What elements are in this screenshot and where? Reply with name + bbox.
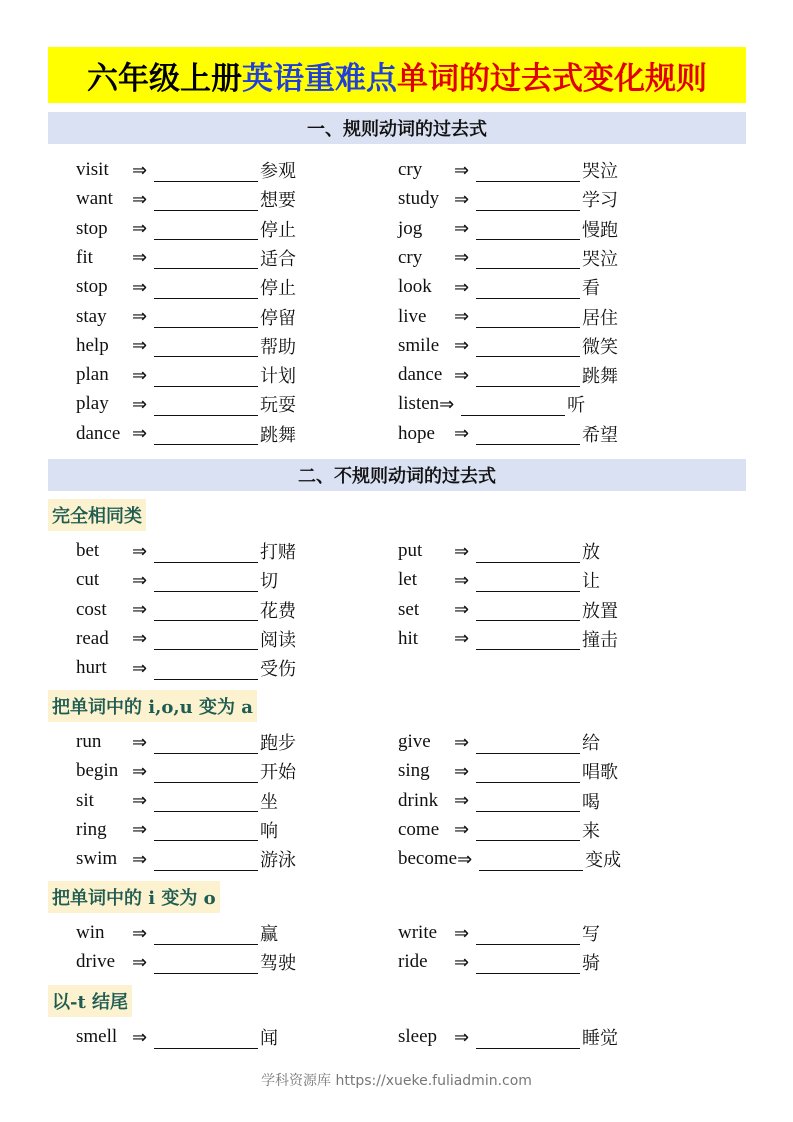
arrow-icon: ⇒ — [132, 731, 148, 753]
arrow-icon: ⇒ — [454, 218, 470, 240]
answer-blank[interactable] — [476, 188, 580, 211]
english-word: play — [76, 393, 109, 415]
word-row — [398, 788, 600, 814]
answer-blank[interactable] — [476, 922, 580, 945]
answer-blank[interactable] — [154, 731, 258, 754]
arrow-icon: ⇒ — [132, 218, 148, 240]
answer-blank[interactable] — [154, 760, 258, 783]
chinese-meaning: 打赌 — [260, 542, 296, 563]
answer-blank[interactable] — [476, 598, 580, 621]
category-label-same: 完全相同类 — [48, 499, 146, 531]
arrow-icon: ⇒ — [454, 247, 470, 269]
arrow-icon: ⇒ — [132, 628, 148, 650]
english-word: come — [398, 818, 440, 840]
word-row — [398, 817, 600, 843]
english-word: want — [76, 188, 113, 210]
word-row — [398, 920, 600, 946]
chinese-meaning: 撞击 — [582, 629, 618, 651]
english-word: plan — [76, 364, 109, 386]
answer-blank[interactable] — [154, 848, 258, 871]
word-row — [398, 1024, 618, 1050]
footer-watermark: 学科资源库 https://xueke.fuliadmin.com — [261, 1073, 532, 1089]
english-word: hope — [398, 422, 435, 444]
english-word: let — [398, 569, 417, 591]
word-row — [76, 655, 296, 681]
word-row — [398, 846, 621, 872]
answer-blank[interactable] — [154, 188, 258, 211]
word-row — [76, 333, 296, 359]
answer-blank[interactable] — [154, 1026, 258, 1049]
answer-blank[interactable] — [154, 818, 258, 841]
word-row — [76, 626, 296, 652]
english-word: dance — [398, 364, 443, 386]
word-row — [76, 949, 296, 975]
category-label-ending-t: 以-t 结尾 — [48, 985, 132, 1017]
word-row — [398, 362, 618, 388]
english-word: cry — [398, 159, 423, 180]
word-row — [398, 421, 618, 447]
word-row — [398, 216, 618, 242]
word-row — [76, 538, 296, 564]
category-label-i-to-o: 把单词中的 i 变为 o — [48, 881, 220, 913]
word-row — [398, 333, 618, 359]
english-word: stop — [76, 276, 108, 298]
word-row — [76, 920, 278, 946]
word-row — [398, 626, 618, 652]
word-row — [398, 391, 585, 417]
word-row — [76, 817, 278, 843]
chinese-meaning: 适合 — [260, 248, 296, 270]
arrow-icon: ⇒ — [132, 599, 148, 621]
chinese-meaning: 坐 — [260, 791, 278, 813]
arrow-icon: ⇒ — [132, 922, 148, 944]
answer-blank[interactable] — [476, 217, 580, 240]
word-row — [398, 186, 618, 212]
answer-blank[interactable] — [476, 159, 580, 182]
english-word: help — [76, 334, 109, 356]
answer-blank[interactable] — [154, 305, 258, 328]
chinese-meaning: 跑步 — [260, 733, 296, 754]
arrow-icon: ⇒ — [132, 393, 148, 415]
arrow-icon: ⇒ — [454, 423, 470, 445]
word-row — [76, 421, 296, 447]
title-part1: 六年级上册 — [87, 60, 242, 97]
english-word: drink — [398, 789, 439, 811]
arrow-icon: ⇒ — [132, 159, 148, 181]
chinese-meaning: 变成 — [585, 850, 622, 872]
chinese-meaning: 放 — [582, 542, 600, 563]
chinese-meaning: 写 — [582, 924, 600, 945]
chinese-meaning: 停止 — [260, 278, 296, 300]
chinese-meaning: 骑 — [582, 953, 600, 975]
chinese-meaning: 切 — [260, 571, 278, 593]
word-row — [76, 304, 296, 330]
answer-blank[interactable] — [461, 393, 565, 416]
answer-blank[interactable] — [476, 569, 580, 592]
english-word: ring — [76, 818, 107, 840]
answer-blank[interactable] — [476, 364, 580, 387]
arrow-icon: ⇒ — [454, 364, 470, 386]
arrow-icon: ⇒ — [132, 657, 148, 679]
page-title — [48, 47, 746, 103]
answer-blank[interactable] — [476, 951, 580, 974]
word-row — [76, 391, 296, 417]
arrow-icon: ⇒ — [132, 569, 148, 591]
arrow-icon: ⇒ — [454, 628, 470, 650]
answer-blank[interactable] — [154, 364, 258, 387]
chinese-meaning: 唱歌 — [582, 762, 618, 784]
english-word: visit — [76, 159, 109, 180]
chinese-meaning: 停止 — [260, 219, 296, 241]
chinese-meaning: 想要 — [260, 190, 296, 212]
english-word: set — [398, 598, 420, 620]
word-row — [76, 846, 296, 872]
chinese-meaning: 哭泣 — [582, 248, 618, 270]
answer-blank[interactable] — [154, 393, 258, 416]
chinese-meaning: 居住 — [582, 307, 618, 329]
english-word: cost — [76, 598, 107, 620]
english-word: sing — [398, 760, 430, 782]
word-row — [76, 362, 296, 388]
word-row — [76, 245, 296, 271]
english-word: cut — [76, 569, 100, 591]
arrow-icon: ⇒ — [454, 188, 470, 210]
answer-blank[interactable] — [476, 1026, 580, 1049]
english-word: put — [398, 540, 423, 561]
chinese-meaning: 阅读 — [260, 629, 296, 651]
word-row — [76, 157, 296, 183]
arrow-icon: ⇒ — [132, 247, 148, 269]
chinese-meaning: 停留 — [260, 307, 296, 329]
chinese-meaning: 花费 — [260, 600, 296, 622]
english-word: smell — [76, 1026, 118, 1047]
english-word: fit — [76, 246, 93, 268]
word-row — [398, 245, 618, 271]
english-word: win — [76, 922, 105, 943]
chinese-meaning: 来 — [582, 820, 600, 842]
answer-blank[interactable] — [476, 246, 580, 269]
chinese-meaning: 跳舞 — [582, 366, 618, 388]
arrow-icon: ⇒ — [454, 306, 470, 327]
word-row — [398, 304, 618, 330]
answer-blank[interactable] — [479, 848, 583, 871]
chinese-meaning: 睡觉 — [582, 1028, 618, 1049]
chinese-meaning: 受伤 — [260, 659, 296, 681]
english-word: become — [398, 848, 458, 870]
english-word: sit — [76, 789, 94, 811]
chinese-meaning: 放置 — [582, 600, 618, 622]
english-word: dance — [76, 422, 121, 444]
arrow-icon: ⇒ — [454, 540, 470, 562]
chinese-meaning: 看 — [582, 278, 600, 300]
word-row — [76, 729, 296, 755]
answer-blank[interactable] — [476, 789, 580, 812]
answer-blank[interactable] — [476, 334, 580, 357]
english-word: give — [398, 731, 431, 752]
answer-blank[interactable] — [154, 334, 258, 357]
answer-blank[interactable] — [154, 540, 258, 563]
chinese-meaning: 赢 — [260, 924, 278, 945]
arrow-icon: ⇒ — [454, 159, 470, 181]
english-word: ride — [398, 951, 428, 973]
arrow-icon: ⇒ — [132, 760, 148, 782]
arrow-icon: ⇒ — [454, 569, 470, 591]
category-label-iou-to-a: 把单词中的 i,o,u 变为 a — [48, 690, 257, 722]
arrow-icon: ⇒ — [454, 1026, 470, 1048]
arrow-icon: ⇒ — [454, 790, 470, 812]
english-word: begin — [76, 760, 119, 782]
answer-blank[interactable] — [154, 627, 258, 650]
title-part3: 单词的过去式变化规则 — [397, 60, 707, 97]
arrow-icon: ⇒ — [132, 188, 148, 210]
word-row — [398, 949, 600, 975]
arrow-icon: ⇒ — [454, 922, 470, 944]
arrow-icon: ⇒ — [132, 423, 148, 445]
chinese-meaning: 跳舞 — [260, 424, 296, 446]
arrow-icon: ⇒ — [132, 540, 148, 562]
arrow-icon: ⇒ — [457, 848, 473, 870]
answer-blank[interactable] — [154, 922, 258, 945]
word-row — [398, 274, 600, 300]
arrow-icon: ⇒ — [132, 819, 148, 841]
word-row — [76, 274, 296, 300]
word-row — [398, 758, 618, 784]
chinese-meaning: 参观 — [260, 161, 296, 182]
arrow-icon: ⇒ — [132, 276, 148, 298]
word-row — [76, 758, 296, 784]
word-row — [398, 567, 600, 593]
answer-blank[interactable] — [154, 598, 258, 621]
english-word: write — [398, 922, 438, 943]
answer-blank[interactable] — [154, 657, 258, 680]
word-row — [398, 157, 618, 183]
english-word: bet — [76, 540, 100, 561]
arrow-icon: ⇒ — [454, 760, 470, 782]
english-word: look — [398, 276, 432, 298]
english-word: stay — [76, 305, 107, 327]
answer-blank[interactable] — [154, 217, 258, 240]
answer-blank[interactable] — [476, 760, 580, 783]
answer-blank[interactable] — [154, 276, 258, 299]
english-word: stop — [76, 217, 108, 239]
english-word: sleep — [398, 1026, 438, 1047]
chinese-meaning: 玩耍 — [260, 395, 296, 417]
section-heading-regular: 一、规则动词的过去式 — [48, 112, 746, 144]
english-word: hurt — [76, 657, 107, 679]
arrow-icon: ⇒ — [132, 1026, 148, 1048]
arrow-icon: ⇒ — [454, 951, 470, 973]
answer-blank[interactable] — [476, 540, 580, 563]
word-row — [76, 1024, 278, 1050]
chinese-meaning: 游泳 — [260, 850, 296, 872]
chinese-meaning: 开始 — [260, 762, 296, 784]
answer-blank[interactable] — [154, 789, 258, 812]
answer-blank[interactable] — [154, 246, 258, 269]
chinese-meaning: 计划 — [260, 366, 296, 388]
english-word: live — [398, 305, 427, 327]
english-word: listen — [398, 393, 440, 415]
english-word: study — [398, 188, 440, 210]
arrow-icon: ⇒ — [132, 364, 148, 386]
word-row — [398, 729, 600, 755]
answer-blank[interactable] — [154, 159, 258, 182]
chinese-meaning: 帮助 — [260, 336, 296, 358]
answer-blank[interactable] — [154, 569, 258, 592]
english-word: jog — [398, 217, 423, 239]
word-row — [398, 538, 600, 564]
chinese-meaning: 微笑 — [582, 336, 618, 358]
english-word: read — [76, 627, 109, 649]
word-row — [76, 567, 278, 593]
word-row — [398, 597, 618, 623]
word-row — [76, 216, 296, 242]
arrow-icon: ⇒ — [454, 599, 470, 621]
answer-blank[interactable] — [476, 305, 580, 328]
title-part2: 英语重难点 — [242, 60, 397, 97]
arrow-icon: ⇒ — [454, 335, 470, 357]
word-row — [76, 788, 278, 814]
chinese-meaning: 给 — [582, 733, 600, 754]
chinese-meaning: 慢跑 — [582, 219, 618, 241]
arrow-icon: ⇒ — [132, 790, 148, 812]
chinese-meaning: 学习 — [582, 190, 618, 212]
english-word: drive — [76, 951, 116, 973]
arrow-icon: ⇒ — [132, 951, 148, 973]
chinese-meaning: 哭泣 — [582, 161, 618, 182]
answer-blank[interactable] — [476, 818, 580, 841]
answer-blank[interactable] — [154, 951, 258, 974]
chinese-meaning: 喝 — [582, 791, 600, 813]
section-heading-irregular: 二、不规则动词的过去式 — [48, 459, 746, 491]
answer-blank[interactable] — [476, 731, 580, 754]
answer-blank[interactable] — [476, 276, 580, 299]
english-word: run — [76, 731, 102, 752]
chinese-meaning: 闻 — [260, 1028, 278, 1049]
answer-blank[interactable] — [476, 627, 580, 650]
answer-blank[interactable] — [476, 422, 580, 445]
english-word: cry — [398, 246, 423, 268]
arrow-icon: ⇒ — [439, 393, 455, 415]
english-word: smile — [398, 334, 440, 356]
english-word: hit — [398, 627, 419, 649]
arrow-icon: ⇒ — [132, 848, 148, 870]
arrow-icon: ⇒ — [454, 819, 470, 841]
chinese-meaning: 让 — [582, 571, 600, 593]
arrow-icon: ⇒ — [132, 335, 148, 357]
chinese-meaning: 驾驶 — [260, 953, 296, 975]
chinese-meaning: 听 — [567, 395, 586, 417]
arrow-icon: ⇒ — [454, 731, 470, 753]
answer-blank[interactable] — [154, 422, 258, 445]
arrow-icon: ⇒ — [454, 276, 470, 298]
chinese-meaning: 希望 — [582, 424, 618, 446]
word-row — [76, 597, 296, 623]
arrow-icon: ⇒ — [132, 306, 148, 327]
english-word: swim — [76, 848, 118, 870]
chinese-meaning: 响 — [260, 820, 278, 842]
word-row — [76, 186, 296, 212]
